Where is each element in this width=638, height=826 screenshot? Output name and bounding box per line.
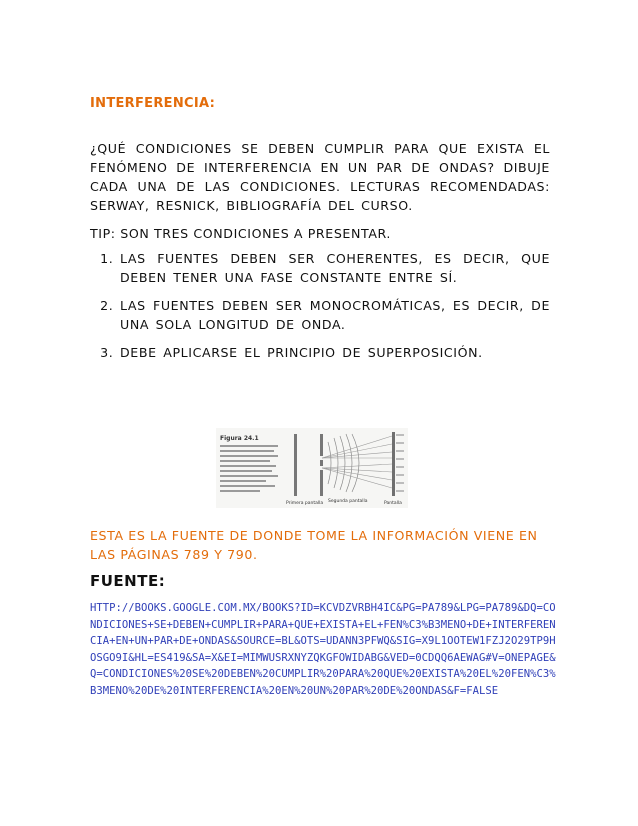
first-screen-label: Primera pantalla (286, 501, 324, 506)
conditions-list (90, 249, 550, 362)
viewing-screen-label: Pantalla (384, 501, 402, 506)
interference-figure (216, 428, 408, 508)
section-heading: INTERFERENCIA: (90, 96, 216, 111)
double-slit-diagram (216, 428, 408, 508)
condition-item: 3. DEBE APLICARSE EL PRINCIPIO DE SUPERPOSICIÓN. (120, 343, 550, 362)
condition-item: 2. LAS FUENTES DEBEN SER MONOCROMÁTICAS, ES DECIR, DE UNA SOLA LONGITUD DE ONDA. (120, 296, 550, 334)
source-link[interactable]: HTTP://BOOKS.GOOGLE.COM.MX/BOOKS?ID=KCVDZVRBH4IC&PG=PA789&LPG=PA789&DQ=CONDICIONES+SE+DEBEN+CUMPLIR+PARA+QUE+EXISTA+EL+FEN%C3%B3MENO+DE+INTERFERENCIA+EN+UN+PAR+DE+ONDAS&SOURCE=BL&OTS=UDANN3PFWQ&SIG=X9L1OOTEW1FZJ2O29TP9HOSGO9I&HL=ES419&SA=X&EI=MIMWUSRXNYZQKGFOWIDABG&VED=0CDQQ6AEWAG#V=ONEPAGE&Q=CONDICIONES%20SE%20DEBEN%20CUMPLIR%20PARA%20QUE%20EXISTA%20EL%20FEN%C3%B3MENO%20DE%20INTERFERENCIA%20EN%20UN%20PAR%20DE%20ONDAS&F=FALSE (90, 602, 556, 697)
source-note: ESTA ES LA FUENTE DE DONDE TOME LA INFORMACIÓN VIENE EN LAS PÁGINAS 789 Y 790. (90, 528, 538, 562)
question-text: ¿QUÉ CONDICIONES SE DEBEN CUMPLIR PARA QUE EXISTA EL FENÓMENO DE INTERFERENCIA EN UN PAR DE ONDAS? DIBUJE CADA UNA DE LAS CONDICIONES. LECTURAS RECOMENDADAS: SERWAY, RESNICK, BIBLIOGRAFÍA DEL CURSO. (90, 141, 550, 213)
source-label: FUENTE: (90, 572, 166, 590)
second-screen-label: Segunda pantalla (328, 499, 368, 504)
figure-caption-title: Figura 24.1 (220, 435, 259, 442)
tip-text: TIP: SON TRES CONDICIONES A PRESENTAR. (90, 226, 392, 241)
condition-item: 1. LAS FUENTES DEBEN SER COHERENTES, ES DECIR, QUE DEBEN TENER UNA FASE CONSTANTE ENTRE SÍ. (120, 249, 550, 287)
document-body (90, 96, 550, 371)
